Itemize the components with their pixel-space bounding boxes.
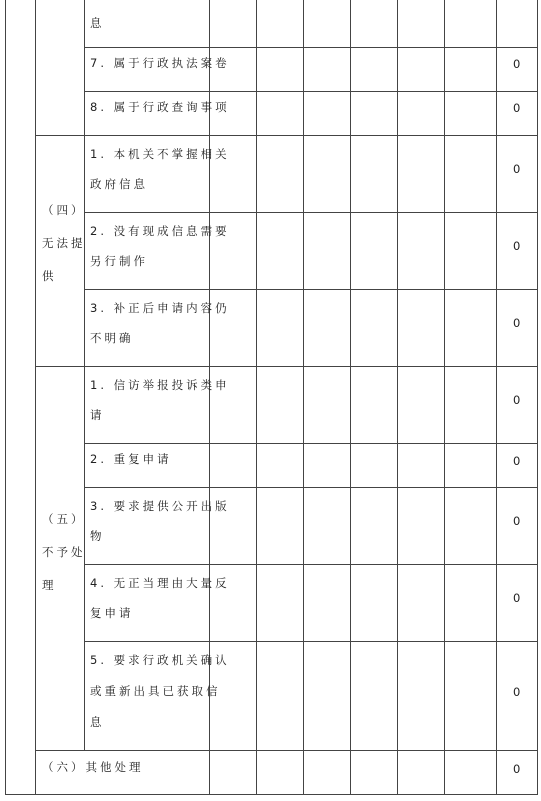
cell-value: 0 [513,316,521,330]
col-border [350,0,351,795]
group-label: （四） [42,203,86,217]
col-border [397,0,398,795]
col-border [303,0,304,795]
cell-value: 0 [513,514,521,528]
row-label: 4. 无正当理由大量反 [90,576,230,590]
row-border [35,366,538,367]
row-label: 不明确 [90,331,134,345]
row-label: 息 [90,16,105,30]
row-border [84,641,538,642]
row-label: 3. 补正后申请内容仍 [90,301,230,315]
col-border [35,0,36,795]
row-label: 7. 属于行政执法案卷 [90,56,230,70]
row-label: 2. 重复申请 [90,452,172,466]
col-border [84,0,85,750]
cell-value: 0 [513,162,521,176]
cell-value: 0 [513,762,521,776]
col-border [256,0,257,795]
group-label: 理 [42,578,57,592]
group-label: （六）其他处理 [42,760,144,774]
row-label: 物 [90,529,105,543]
group-label: （五） [42,512,86,526]
cell-value: 0 [513,685,521,699]
row-border [84,487,538,488]
row-label: 5. 要求行政机关确认 [90,653,230,667]
col-border [496,0,497,795]
row-label: 2. 没有现成信息需要 [90,224,230,238]
group-label: 无法提 [42,236,86,250]
cell-value: 0 [513,591,521,605]
row-label: 3. 要求提供公开出版 [90,499,230,513]
col-border [444,0,445,795]
col-border [537,0,538,795]
row-label: 政府信息 [90,177,148,191]
row-label: 8. 属于行政查询事项 [90,100,230,114]
row-label: 息 [90,715,105,729]
row-label: 请 [90,408,105,422]
row-border [84,564,538,565]
cell-value: 0 [513,393,521,407]
row-label: 或重新出具已获取信 [90,684,221,698]
row-label: 另行制作 [90,254,148,268]
cell-value: 0 [513,454,521,468]
col-border [5,0,6,795]
group-label: 不予处 [42,545,86,559]
row-label: 复申请 [90,606,134,620]
cell-value: 0 [513,239,521,253]
row-border [84,212,538,213]
cell-value: 0 [513,57,521,71]
row-border [5,794,538,795]
row-border [84,289,538,290]
cell-value: 0 [513,101,521,115]
group-label: 供 [42,269,57,283]
row-label: 1. 本机关不掌握相关 [90,147,230,161]
row-border [35,135,538,136]
row-label: 1. 信访举报投诉类申 [90,378,230,392]
